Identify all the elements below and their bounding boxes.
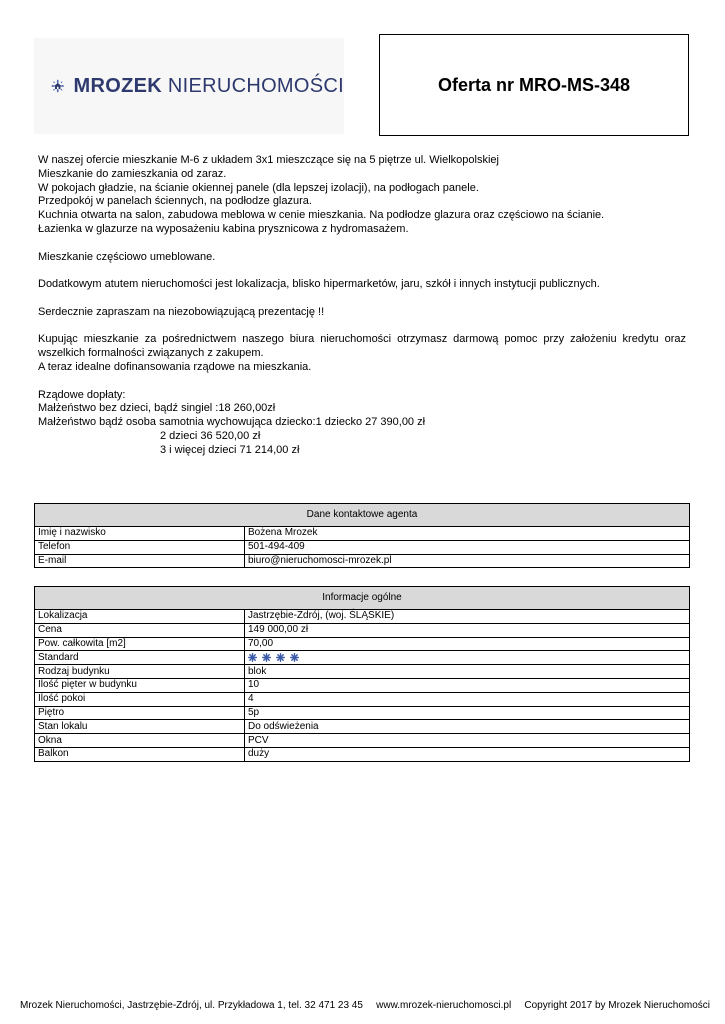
row-label: Stan lokalu — [35, 720, 245, 734]
table-row — [35, 651, 690, 665]
subsidy-line: Małżeństwo bądź osoba samotnia wychowująca dziecko:1 dziecko 27 390,00 zł — [38, 416, 426, 429]
table-row — [35, 540, 690, 554]
row-label: Telefon — [35, 540, 245, 554]
agent-contact-table — [34, 503, 690, 568]
row-value: 10 — [245, 678, 690, 692]
subsidy-line: Małżeństwo bez dzieci, bądź singiel :18 260,00zł — [38, 402, 276, 415]
footer-website[interactable]: www.mrozek-nieruchomosci.pl — [376, 1000, 512, 1011]
table-row — [35, 747, 690, 761]
standard-snowflake-icon — [276, 653, 285, 662]
table-row — [35, 637, 690, 651]
subsidy-line: 2 dzieci 36 520,00 zł — [160, 429, 261, 442]
table-row — [35, 623, 690, 637]
logo-wordmark: MROZEK NIERUCHOMOŚCI — [73, 74, 344, 97]
table-row — [35, 527, 690, 541]
desc-line: W pokojach gładzie, na ścianie okiennej panele (dla lepszej izolacji), na podłogach panele. — [38, 181, 479, 194]
row-label: Cena — [35, 623, 245, 637]
row-value — [245, 651, 690, 665]
table-row — [35, 554, 690, 568]
page-footer — [20, 1000, 710, 1011]
subsidies-title: Rządowe dopłaty: — [38, 388, 126, 401]
furnished-note: Mieszkanie częściowo umeblowane. — [38, 250, 216, 263]
row-value: Jastrzębie-Zdrój, (woj. ŚLĄSKIE) — [245, 610, 690, 624]
row-label: Ilość pokoi — [35, 692, 245, 706]
row-value: biuro@nieruchomosci-mrozek.pl — [245, 554, 690, 568]
row-label: Rodzaj budynku — [35, 665, 245, 679]
location-advantage: Dodatkowym atutem nieruchomości jest lokalizacja, blisko hipermarketów, jaru, szkół i innych instytucji publicznych. — [38, 278, 600, 291]
row-label: Lokalizacja — [35, 610, 245, 624]
row-value: PCV — [245, 734, 690, 748]
table-row — [35, 678, 690, 692]
desc-line: Przedpokój w panelach ściennych, na podłodze glazura. — [38, 195, 312, 208]
offer-title-box — [379, 34, 689, 136]
standard-snowflake-icon — [262, 653, 271, 662]
row-value: Bożena Mrozek — [245, 527, 690, 541]
table-row — [35, 734, 690, 748]
standard-rating — [248, 653, 299, 662]
table-title: Informacje ogólne — [35, 587, 690, 610]
general-info-table — [34, 586, 690, 762]
standard-snowflake-icon — [290, 653, 299, 662]
table-row — [35, 706, 690, 720]
table-row — [35, 692, 690, 706]
table-row — [35, 720, 690, 734]
row-value: 149 000,00 zł — [245, 623, 690, 637]
table-row — [35, 610, 690, 624]
gov-funding: A teraz idealne dofinansowania rządowe na mieszkania. — [38, 360, 312, 373]
desc-line: Mieszkanie do zamieszkania od zaraz. — [38, 167, 227, 180]
offer-title: Oferta nr MRO-MS-348 — [437, 74, 631, 95]
company-logo — [34, 38, 344, 134]
row-value: duży — [245, 747, 690, 761]
row-label: Okna — [35, 734, 245, 748]
subsidy-line: 3 i więcej dzieci 71 214,00 zł — [160, 443, 300, 456]
standard-snowflake-icon — [248, 653, 257, 662]
row-label: Ilość pięter w budynku — [35, 678, 245, 692]
row-label: Piętro — [35, 706, 245, 720]
row-label: Pow. całkowita [m2] — [35, 637, 245, 651]
desc-line: Łazienka w glazurze na wyposażeniu kabina prysznicowa z hydromasażem. — [38, 222, 409, 235]
row-value: 5p — [245, 706, 690, 720]
row-label: Standard — [35, 651, 245, 665]
agency-help: Kupując mieszkanie za pośrednictwem naszego biura nieruchomości otrzymasz darmową pomoc przy założeniu kredytu oraz wszelkich formalności związanych z zakupem. — [38, 333, 686, 360]
desc-line: W naszej ofercie mieszkanie M-6 z układem 3x1 mieszczące się na 5 piętrze ul. Wielkopolskiej — [38, 154, 499, 166]
row-value: Do odświeżenia — [245, 720, 690, 734]
footer-copyright: Copyright 2017 by Mrozek Nieruchomości — [524, 1000, 710, 1011]
desc-line: Kuchnia otwarta na salon, zabudowa meblowa w cenie mieszkania. Na podłodze glazura oraz częściowo na ścianie. — [38, 209, 605, 222]
row-label: Imię i nazwisko — [35, 527, 245, 541]
table-row — [35, 665, 690, 679]
presentation-invitation: Serdecznie zapraszam na niezobowiązującą prezentację !! — [38, 305, 325, 318]
row-value: 4 — [245, 692, 690, 706]
row-value: 70,00 — [245, 637, 690, 651]
row-value: 501-494-409 — [245, 540, 690, 554]
snowflake-house-icon — [50, 66, 66, 106]
row-label: Balkon — [35, 747, 245, 761]
offer-description — [38, 154, 686, 458]
footer-address: Mrozek Nieruchomości, Jastrzębie-Zdrój, ul. Przykładowa 1, tel. 32 471 23 45 — [20, 1000, 363, 1011]
row-label: E-mail — [35, 554, 245, 568]
row-value: blok — [245, 665, 690, 679]
table-title: Dane kontaktowe agenta — [35, 504, 690, 527]
